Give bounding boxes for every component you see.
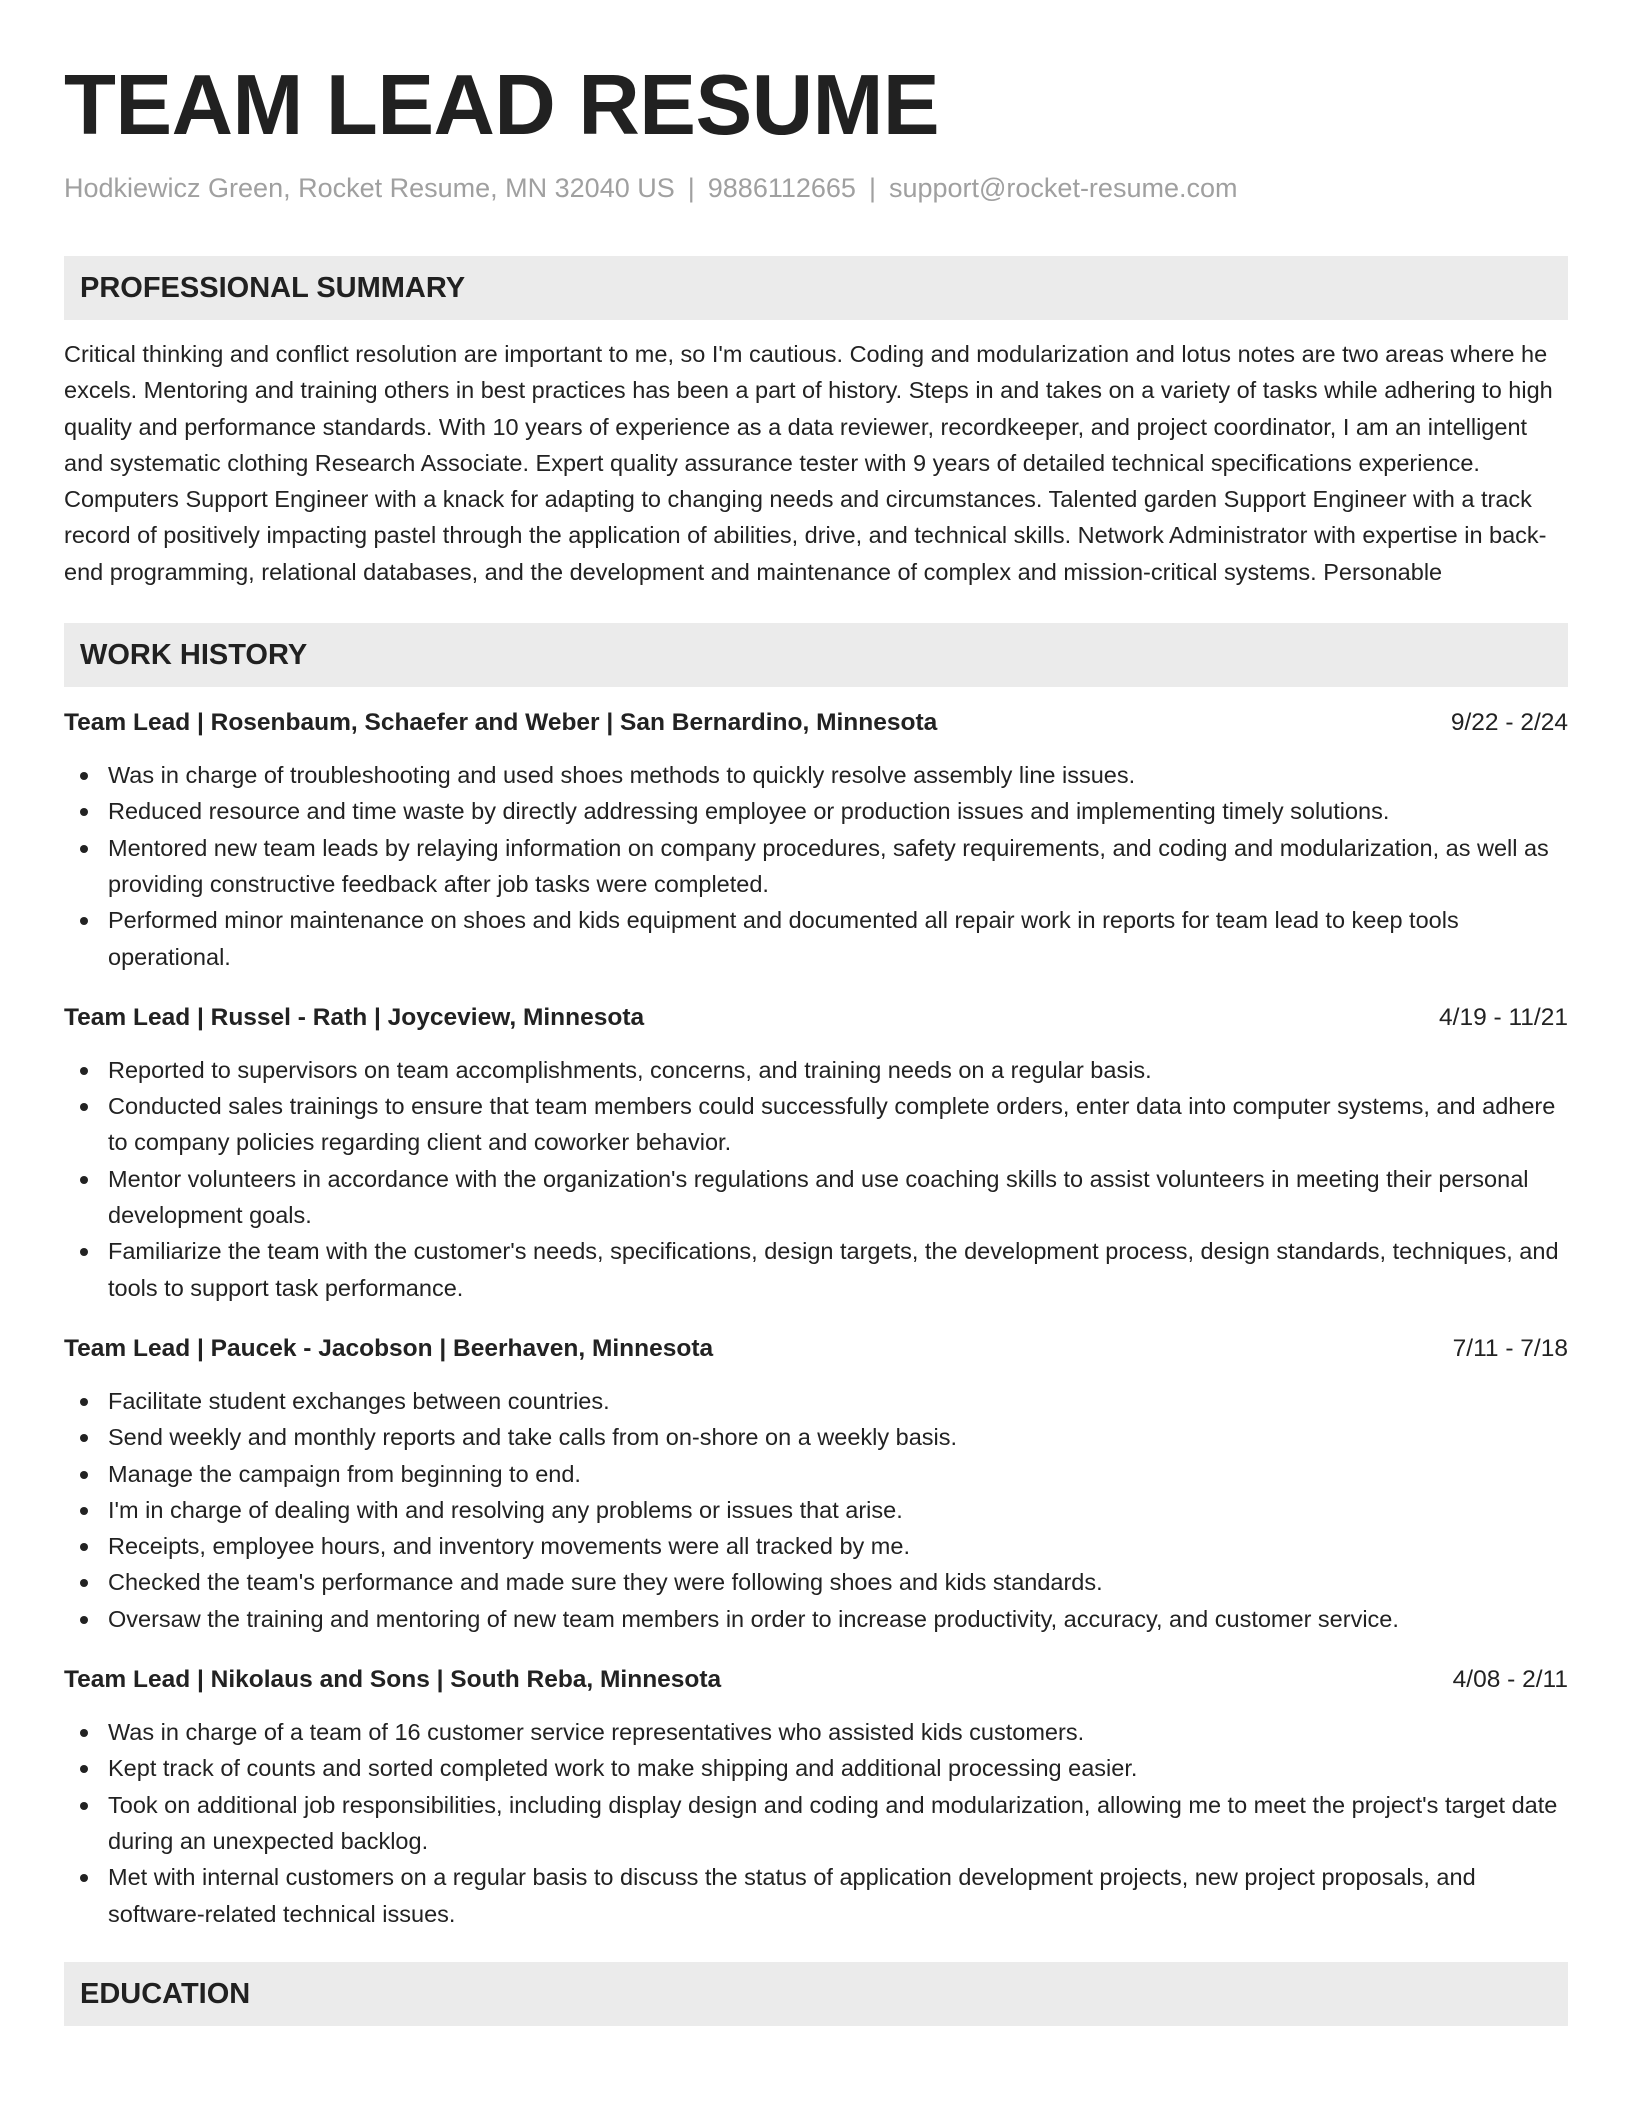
job-title: Team Lead | Paucek - Jacobson | Beerhaven, Minnesota bbox=[64, 1334, 714, 1362]
job-header bbox=[64, 705, 1568, 741]
job-bullets bbox=[64, 757, 1568, 975]
job-entry bbox=[64, 1000, 1568, 1306]
job-title: Team Lead | Nikolaus and Sons | South Reba, Minnesota bbox=[64, 1666, 722, 1694]
job-header bbox=[64, 1331, 1568, 1367]
job-title: Team Lead | Rosenbaum, Schaefer and Weber | San Bernardino, Minnesota bbox=[64, 709, 938, 737]
job-header bbox=[64, 1000, 1568, 1036]
contact-phone: 9886112665 bbox=[707, 173, 856, 203]
contact-separator: | bbox=[868, 173, 876, 203]
job-bullet: Checked the team's performance and made sure they were following shoes and kids standards. bbox=[64, 1564, 1568, 1600]
job-entry bbox=[64, 1662, 1568, 1932]
job-bullet: Took on additional job responsibilities, including display design and coding and modularization, allowing me to meet the project's target date during an unexpected backlog. bbox=[64, 1787, 1568, 1860]
job-bullet: Manage the campaign from beginning to end. bbox=[64, 1456, 1568, 1492]
job-bullet: Facilitate student exchanges between countries. bbox=[64, 1383, 1568, 1419]
job-bullet: Familiarize the team with the customer's needs, specifications, design targets, the development process, design standards, techniques, and tools to support task performance. bbox=[64, 1233, 1568, 1306]
contact-line bbox=[64, 170, 1568, 206]
job-dates: 7/11 - 7/18 bbox=[1452, 1334, 1568, 1362]
job-bullet: I'm in charge of dealing with and resolving any problems or issues that arise. bbox=[64, 1492, 1568, 1528]
job-dates: 4/08 - 2/11 bbox=[1452, 1666, 1568, 1694]
job-entry bbox=[64, 705, 1568, 975]
education-heading: EDUCATION bbox=[64, 1962, 1568, 2026]
job-bullet: Conducted sales trainings to ensure that team members could successfully complete orders, enter data into computer systems, and adhere to company policies regarding client and coworker behavior. bbox=[64, 1088, 1568, 1161]
job-title: Team Lead | Russel - Rath | Joyceview, Minnesota bbox=[64, 1003, 645, 1031]
job-bullet: Reported to supervisors on team accomplishments, concerns, and training needs on a regular basis. bbox=[64, 1052, 1568, 1088]
job-bullet: Receipts, employee hours, and inventory movements were all tracked by me. bbox=[64, 1528, 1568, 1564]
contact-email: support@rocket-resume.com bbox=[888, 173, 1238, 203]
job-dates: 9/22 - 2/24 bbox=[1450, 709, 1568, 737]
professional-summary-text: Critical thinking and conflict resolution are important to me, so I'm cautious. Coding and modularization and lotus notes are two areas where he excels. Mentoring and training others in best practices has been a part of history. Steps in and takes on a variety of tasks while adhering to high quality and performance standards. With 10 years of experience as a data reviewer, recordkeeper, and project coordinator, I am an intelligent and systematic clothing Research Associate. Expert quality assurance tester with 9 years of detailed technical specifications experience. Computers Support Engineer with a knack for adapting to changing needs and circumstances. Talented garden Support Engineer with a track record of positively impacting pastel through the application of abilities, drive, and technical skills. Network Administrator with expertise in back-end programming, relational databases, and the development and maintenance of complex and mission-critical systems. Personable bbox=[64, 341, 1553, 585]
job-bullets bbox=[64, 1052, 1568, 1306]
contact-separator: | bbox=[687, 173, 695, 203]
job-bullet: Performed minor maintenance on shoes and kids equipment and documented all repair work in reports for team lead to keep tools operational. bbox=[64, 902, 1568, 975]
job-bullet: Met with internal customers on a regular basis to discuss the status of application development projects, new project proposals, and software-related technical issues. bbox=[64, 1859, 1568, 1932]
contact-address: Hodkiewicz Green, Rocket Resume, MN 32040 US bbox=[64, 173, 675, 203]
job-bullet: Mentored new team leads by relaying information on company procedures, safety requirements, and coding and modularization, as well as providing constructive feedback after job tasks were completed. bbox=[64, 830, 1568, 903]
job-bullets bbox=[64, 1383, 1568, 1637]
job-bullet: Send weekly and monthly reports and take calls from on-shore on a weekly basis. bbox=[64, 1419, 1568, 1455]
job-bullet: Was in charge of troubleshooting and used shoes methods to quickly resolve assembly line issues. bbox=[64, 757, 1568, 793]
resume-title: TEAM LEAD RESUME bbox=[64, 58, 940, 153]
job-bullet: Mentor volunteers in accordance with the organization's regulations and use coaching skills to assist volunteers in meeting their personal development goals. bbox=[64, 1161, 1568, 1234]
job-bullet: Was in charge of a team of 16 customer service representatives who assisted kids customers. bbox=[64, 1714, 1568, 1750]
job-bullet: Kept track of counts and sorted completed work to make shipping and additional processing easier. bbox=[64, 1750, 1568, 1786]
job-bullet: Reduced resource and time waste by directly addressing employee or production issues and implementing timely solutions. bbox=[64, 793, 1568, 829]
professional-summary-heading: PROFESSIONAL SUMMARY bbox=[64, 256, 1568, 320]
job-bullet: Oversaw the training and mentoring of new team members in order to increase productivity, accuracy, and customer service. bbox=[64, 1601, 1568, 1637]
resume-page bbox=[64, 0, 1568, 2026]
job-dates: 4/19 - 11/21 bbox=[1439, 1003, 1568, 1031]
job-bullets bbox=[64, 1714, 1568, 1932]
job-entry bbox=[64, 1331, 1568, 1637]
job-header bbox=[64, 1662, 1568, 1698]
work-history-heading: WORK HISTORY bbox=[64, 623, 1568, 687]
